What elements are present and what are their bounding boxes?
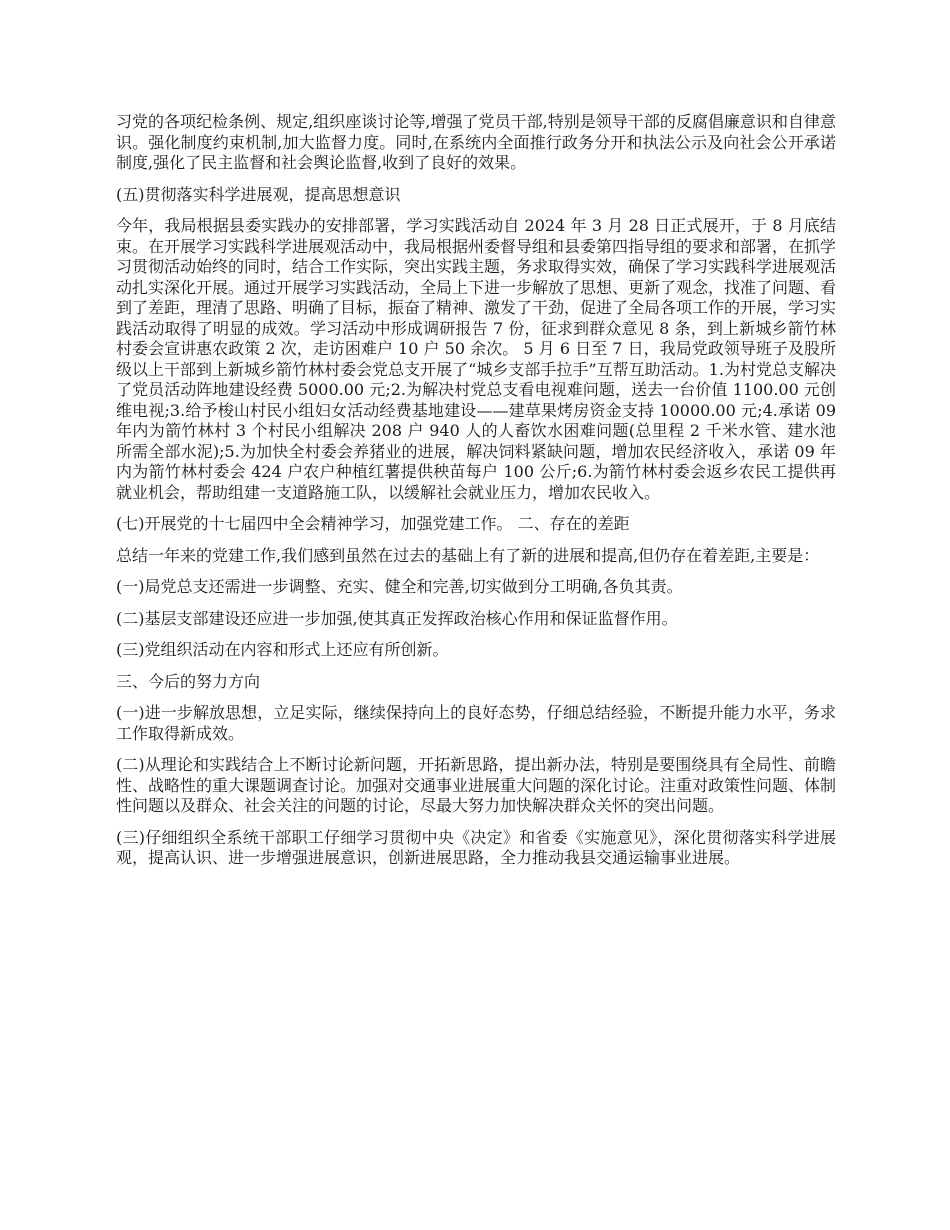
list-item-direction-1: (一)进一步解放思想，立足实际，继续保持向上的良好态势，仔细总结经验，不断提升能力水平，务求工作取得新成效。 [116,703,836,743]
list-item-gap-1: (一)局党总支还需进一步调整、充实、健全和完善,切实做到分工明确,各负其责。 [116,577,683,596]
section-heading-future-direction: 三、今后的努力方向 [116,671,261,691]
list-item-direction-2: (二)从理论和实践结合上不断讨论新问题，开拓新思路，提出新办法，特别是要围绕具有全局性、前瞻性、战略性的重大课题调查讨论。加强对交通事业进展重大问题的深化讨论。注重对政策性问题、体制性问题以及群众、社会关注的问题的讨论，尽最大努力加快解决群众关怀的突出问题。 [116,755,837,815]
list-item-gap-2: (二)基层支部建设还应进一步加强,使其真正发挥政治核心作用和保证监督作用。 [116,608,678,628]
paragraph-practice-activities: 今年，我局根据县委实践办的安排部署，学习实践活动自 2024 年 3 月 28 日正式展开，于 8 月底结束。在开展学习实践科学进展观活动中，我局根据州委督导组和县委第四指导组的要求和部署，在抓学习贯彻活动始终的同时，结合工作实际，突出实践主题，务求取得实效，确保了学习实践科学进展观活动扎实深化开展。通过开展学习实践活动，全局上下进一步解放了思想、更新了观念，找准了问题、看到了差距，理清了思路、明确了目标，振奋了精神、激发了干劲，促进了全局各项工作的开展，学习实践活动取得了明显的成效。学习活动中形成调研报告 7 份，征求到群众意见 8 条，到上新城乡箭竹林村委会宣讲惠农政策 2 次，走访困难户 10 户 50 余次。 5 月 6 日至 7 日，我局党政领导班子及股所级以上干部到上新城乡箭竹林村委会党总支开展了“城乡支部手拉手”互帮互助活动。1.为村党总支解决了党员活动阵地建设经费 5000.00 元;2.为解决村党总支看电视难问题，送去一台价值 1100.00 元创维电视;3.给予梭山村民小组妇女活动经费基地建设——建草果烤房资金支持 10000.00 元;4.承诺 09 年内为箭竹林村 3 个村民小组解决 208 户 940 人的人畜饮水困难问题(总里程 2 千米水管、建水池所需全部水泥);5.为加快全村委会养猪业的进展，解决饲料紧缺问题，增加农民经济收入，承诺 09 年内为箭竹林村委会 424 户农户种植红薯提供秧苗每户 100 公斤;6.为箭竹林村委会返乡农民工提供再就业机会，帮助组建一支道路施工队，以缓解社会就业压力，增加农民收入。 [116,216,837,502]
list-item-gap-3: (三)党组织活动在内容和形式上还应有所创新。 [116,640,449,659]
document-body [116,112,836,880]
paragraph-discipline-education: 习党的各项纪检条例、规定,组织座谈讨论等,增强了党员干部,特别是领导干部的反腐倡廉意识和自律意识。强化制度约束机制,加大监督力度。同时,在系统内全面推行政务分开和执法公示及向社会公开承诺制度,强化了民主监督和社会舆论监督,收到了良好的效果。 [116,112,836,172]
list-item-direction-3: (三)仔细组织全系统干部职工仔细学习贯彻中央《决定》和省委《实施意见》，深化贯彻落实科学进展观，提高认识、进一步增强进展意识，创新进展思路，全力推动我县交通运输事业进展。 [116,827,836,867]
paragraph-gaps-summary: 总结一年来的党建工作,我们感到虽然在过去的基础上有了新的进展和提高,但仍存在着差距,主要是： [116,545,820,565]
section-heading-party-building-gaps: (七)开展党的十七届四中全会精神学习，加强党建工作。 二、存在的差距 [116,514,630,533]
section-heading-science-development: (五)贯彻落实科学进展观，提高思想意识 [116,184,401,204]
